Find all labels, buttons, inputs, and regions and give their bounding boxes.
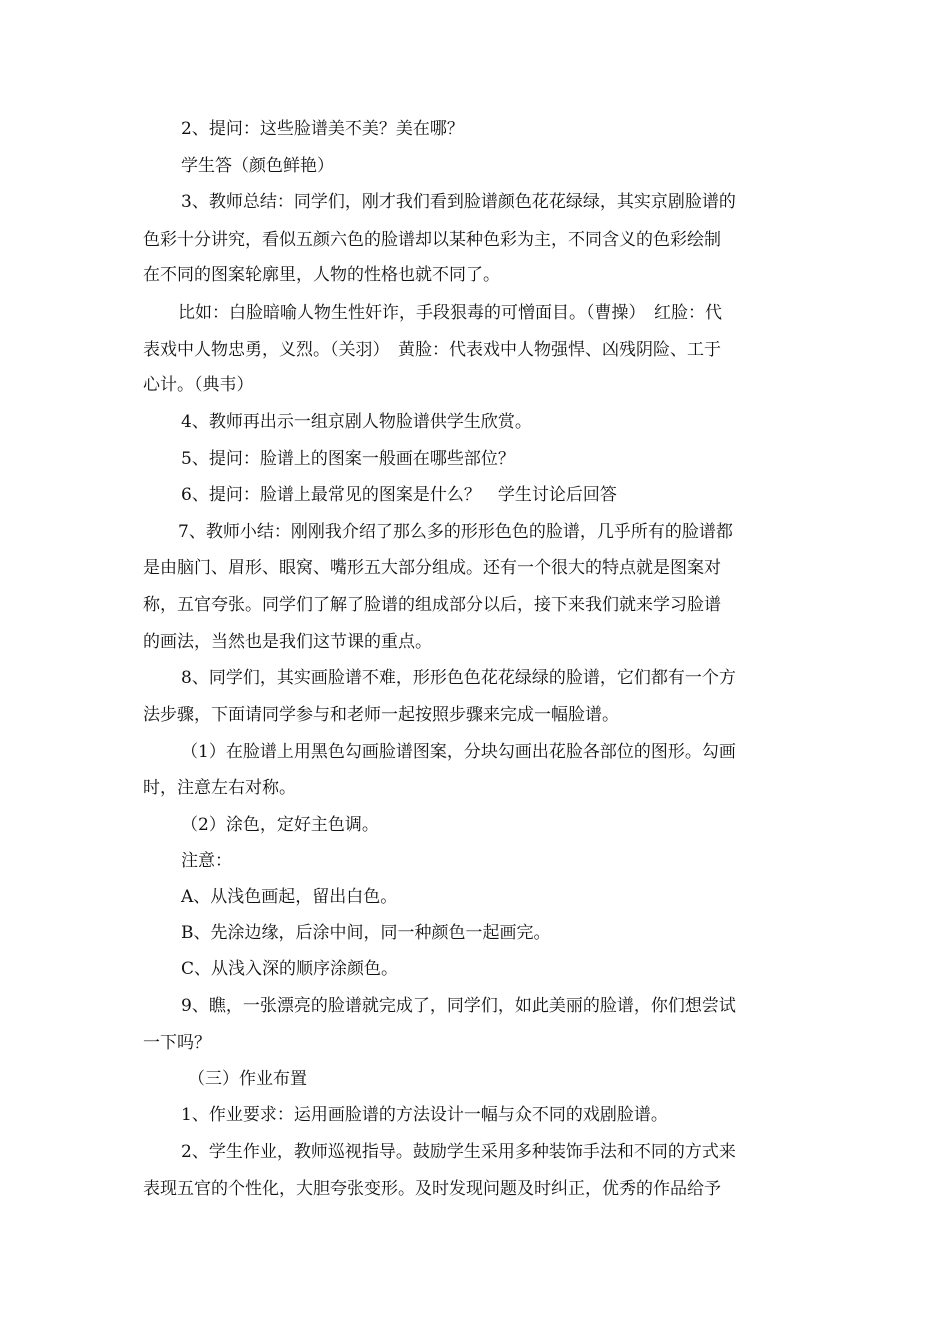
text-line: 2、提问：这些脸谱美不美？美在哪？ [181,119,464,139]
text-line: （1）在脸谱上用黑色勾画脸谱图案，分块勾画出花脸各部位的图形。勾画 [181,742,736,762]
text-line: 8、同学们，其实画脸谱不难，形形色色花花绿绿的脸谱，它们都有一个方 [181,668,736,688]
text-line: C、从浅入深的顺序涂颜色。 [181,959,399,979]
text-line: 法步骤，下面请同学参与和老师一起按照步骤来完成一幅脸谱。 [143,705,619,725]
text-line: 注意： [181,851,232,871]
text-line: 6、提问：脸谱上最常见的图案是什么？ 学生讨论后回答 [181,485,617,505]
text-line: 表戏中人物忠勇，义烈。（关羽） 黄脸：代表戏中人物强悍、凶残阴险、工于 [143,340,721,360]
text-line: 色彩十分讲究，看似五颜六色的脸谱却以某种色彩为主，不同含义的色彩绘制 [143,230,721,250]
text-line: 9、瞧，一张漂亮的脸谱就完成了，同学们，如此美丽的脸谱，你们想尝试 [181,996,736,1016]
text-line: （2）涂色，定好主色调。 [181,815,379,835]
text-line: 是由脑门、眉形、眼窝、嘴形五大部分组成。还有一个很大的特点就是图案对 [143,558,721,578]
text-line: （三）作业布置 [188,1069,307,1089]
text-line: 1、作业要求：运用画脸谱的方法设计一幅与众不同的戏剧脸谱。 [181,1105,668,1125]
text-line: 的画法，当然也是我们这节课的重点。 [143,632,432,652]
text-line: 3、教师总结：同学们，刚才我们看到脸谱颜色花花绿绿，其实京剧脸谱的 [181,192,736,212]
text-line: 时，注意左右对称。 [143,778,296,798]
text-line: 5、提问：脸谱上的图案一般画在哪些部位？ [181,449,515,469]
text-line: 表现五官的个性化，大胆夸张变形。及时发现问题及时纠正，优秀的作品给予 [143,1179,721,1199]
text-line: 比如：白脸暗喻人物生性奸诈，手段狠毒的可憎面目。（曹操） 红脸：代 [178,303,722,323]
text-line: 4、教师再出示一组京剧人物脸谱供学生欣赏。 [181,412,532,432]
text-line: 心计。（典韦） [143,375,254,395]
text-line: A、从浅色画起，留出白色。 [181,887,398,907]
text-line: B、先涂边缘，后涂中间，同一种颜色一起画完。 [181,923,551,943]
text-line: 在不同的图案轮廓里，人物的性格也就不同了。 [143,265,500,285]
text-line: 7、教师小结：刚刚我介绍了那么多的形形色色的脸谱，几乎所有的脸谱都 [178,522,733,542]
text-line: 一下吗？ [143,1033,211,1053]
text-line: 2、学生作业，教师巡视指导。鼓励学生采用多种装饰手法和不同的方式来 [181,1142,736,1162]
text-line: 学生答（颜色鲜艳） [181,156,334,176]
text-line: 称，五官夸张。同学们了解了脸谱的组成部分以后，接下来我们就来学习脸谱 [143,595,721,615]
